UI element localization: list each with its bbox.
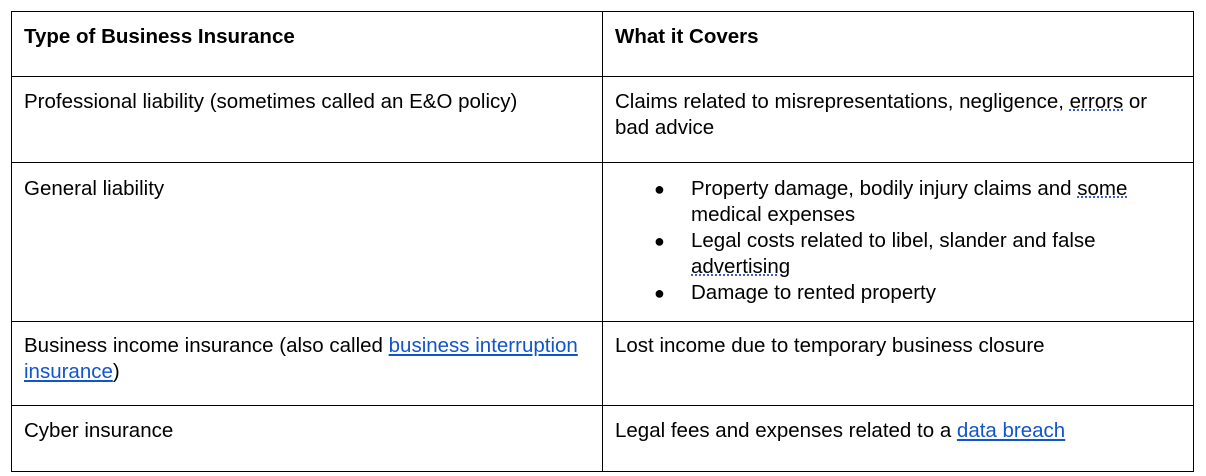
bullet-icon: ● [654, 283, 665, 303]
bullet-text: Property damage, bodily injury claims and [691, 177, 1078, 200]
cell-covers-general [603, 163, 1194, 322]
covers-bullet-list [615, 176, 1183, 306]
insurance-table [11, 11, 1194, 472]
table-row [12, 77, 1194, 163]
table-row [12, 406, 1194, 472]
bullet-text-rest: medical expenses [691, 203, 856, 226]
table-row [12, 322, 1194, 406]
cell-type-general: General liability [12, 163, 603, 322]
list-item [654, 280, 1183, 306]
spellcheck-word: advertising [691, 255, 791, 278]
cell-covers-business-income: Lost income due to temporary business closure [603, 322, 1194, 406]
cell-type-business-income [12, 322, 603, 406]
header-type: Type of Business Insurance [12, 12, 603, 77]
table-header-row [12, 12, 1194, 77]
cell-covers-cyber [603, 406, 1194, 472]
cell-type-cyber: Cyber insurance [12, 406, 603, 472]
spellcheck-word: some [1077, 177, 1128, 200]
list-item [654, 176, 1183, 228]
type-text-suffix: ) [112, 360, 120, 383]
covers-text: Claims related to misrepresentations, negligence, [615, 90, 1064, 113]
data-breach-link[interactable]: data breach [956, 419, 1066, 442]
covers-text: Legal fees and expenses related to a [615, 419, 957, 442]
table-row [12, 163, 1194, 322]
bullet-icon: ● [654, 179, 665, 199]
business-interruption-link[interactable]: business interruption insurance [24, 334, 578, 383]
covers-text-rest: or bad advice [615, 90, 1148, 139]
spellcheck-word: errors [1069, 90, 1124, 113]
cell-covers-professional [603, 77, 1194, 163]
bullet-text: Damage to rented property [691, 281, 936, 304]
list-item [654, 228, 1183, 280]
type-text: Business income insurance (also called [24, 334, 389, 357]
cell-type-professional: Professional liability (sometimes called an E&O policy) [12, 77, 603, 163]
bullet-icon: ● [654, 231, 665, 251]
bullet-text: Legal costs related to libel, slander and false [691, 229, 1096, 252]
header-covers: What it Covers [603, 12, 1194, 77]
